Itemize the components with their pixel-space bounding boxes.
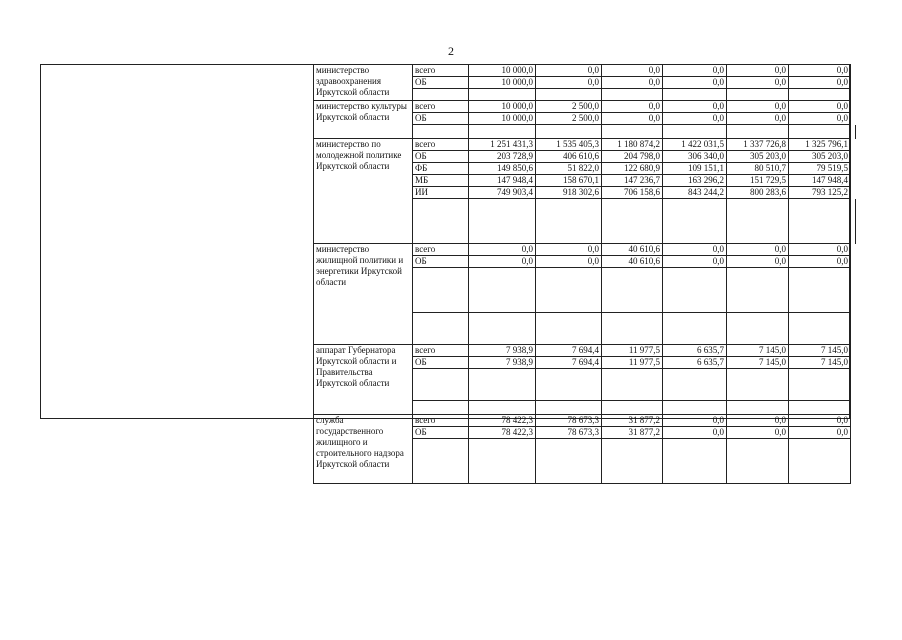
value-cell: 147 948,4 [789, 175, 851, 187]
value-cell: 203 728,9 [469, 151, 536, 163]
value-cell: 306 340,0 [663, 151, 727, 163]
value-cell: 0,0 [727, 101, 789, 113]
value-cell: 10 000,0 [469, 101, 536, 113]
spacer-row [314, 313, 856, 345]
value-cell: 80 510,7 [727, 163, 789, 175]
value-cell: 0,0 [789, 77, 851, 89]
table-row [314, 345, 856, 357]
funding-type: ОБ [413, 357, 469, 369]
org-name: министерство по молодежной политике Иркутской области [314, 139, 413, 244]
funding-type: всего [413, 244, 469, 256]
value-cell: 78 422,3 [469, 415, 536, 427]
value-cell: 1 251 431,3 [469, 139, 536, 151]
value-cell: 706 158,6 [602, 187, 663, 199]
value-cell: 7 145,0 [727, 357, 789, 369]
value-cell: 0,0 [602, 65, 663, 77]
value-cell: 0,0 [536, 256, 602, 268]
value-cell: 7 145,0 [727, 345, 789, 357]
value-cell: 0,0 [727, 415, 789, 427]
value-cell: 0,0 [789, 427, 851, 439]
value-cell: 0,0 [536, 77, 602, 89]
value-cell: 51 822,0 [536, 163, 602, 175]
value-cell: 0,0 [536, 244, 602, 256]
value-cell: 0,0 [663, 415, 727, 427]
value-cell: 158 670,1 [536, 175, 602, 187]
org-name: министерство здравоохранения Иркутской области [314, 65, 413, 101]
value-cell: 0,0 [663, 256, 727, 268]
org-name: аппарат Губернатора Иркутской области и Правительства Иркутской области [314, 345, 413, 401]
value-cell: 406 610,6 [536, 151, 602, 163]
value-cell: 0,0 [789, 244, 851, 256]
value-cell: 78 673,3 [536, 415, 602, 427]
value-cell: 0,0 [602, 77, 663, 89]
value-cell: 0,0 [789, 256, 851, 268]
value-cell: 0,0 [663, 427, 727, 439]
value-cell: 7 694,4 [536, 345, 602, 357]
value-cell: 0,0 [536, 65, 602, 77]
org-name: министерство культуры Иркутской области [314, 101, 413, 139]
value-cell: 204 798,0 [602, 151, 663, 163]
value-cell: 918 302,6 [536, 187, 602, 199]
value-cell: 10 000,0 [469, 113, 536, 125]
value-cell: 1 337 726,8 [727, 139, 789, 151]
funding-type: МБ [413, 175, 469, 187]
value-cell: 0,0 [727, 256, 789, 268]
value-cell: 6 635,7 [663, 357, 727, 369]
value-cell: 0,0 [789, 101, 851, 113]
funding-type: ОБ [413, 256, 469, 268]
value-cell: 0,0 [789, 65, 851, 77]
value-cell: 2 500,0 [536, 101, 602, 113]
value-cell: 0,0 [602, 101, 663, 113]
value-cell: 0,0 [789, 415, 851, 427]
value-cell: 0,0 [663, 101, 727, 113]
org-name: министерство жилищной политики и энергетики Иркутской области [314, 244, 413, 313]
value-cell: 11 977,5 [602, 345, 663, 357]
value-cell: 0,0 [789, 113, 851, 125]
value-cell: 78 673,3 [536, 427, 602, 439]
value-cell: 305 203,0 [789, 151, 851, 163]
value-cell: 122 680,9 [602, 163, 663, 175]
funding-type: всего [413, 415, 469, 427]
funding-type: всего [413, 101, 469, 113]
funding-type: ИИ [413, 187, 469, 199]
org-name: служба государственного жилищного и строительного надзора Иркутской области [314, 415, 413, 484]
value-cell: 0,0 [469, 256, 536, 268]
value-cell: 149 850,6 [469, 163, 536, 175]
value-cell: 7 938,9 [469, 345, 536, 357]
value-cell: 7 694,4 [536, 357, 602, 369]
value-cell: 0,0 [469, 244, 536, 256]
funding-type: ФБ [413, 163, 469, 175]
value-cell: 109 151,1 [663, 163, 727, 175]
value-cell: 10 000,0 [469, 77, 536, 89]
value-cell: 0,0 [663, 77, 727, 89]
value-cell: 1 180 874,2 [602, 139, 663, 151]
value-cell: 147 948,4 [469, 175, 536, 187]
value-cell: 0,0 [663, 244, 727, 256]
value-cell: 0,0 [602, 113, 663, 125]
value-cell: 0,0 [663, 65, 727, 77]
value-cell: 305 203,0 [727, 151, 789, 163]
value-cell: 6 635,7 [663, 345, 727, 357]
value-cell: 2 500,0 [536, 113, 602, 125]
spacer-row [314, 401, 856, 415]
funding-type: ОБ [413, 113, 469, 125]
value-cell: 11 977,5 [602, 357, 663, 369]
value-cell: 147 236,7 [602, 175, 663, 187]
value-cell: 843 244,2 [663, 187, 727, 199]
value-cell: 0,0 [663, 113, 727, 125]
value-cell: 1 422 031,5 [663, 139, 727, 151]
funding-type: ОБ [413, 77, 469, 89]
funding-type: ОБ [413, 427, 469, 439]
page-number: 2 [448, 44, 454, 58]
value-cell: 800 283,6 [727, 187, 789, 199]
value-cell: 163 296,2 [663, 175, 727, 187]
funding-type: всего [413, 345, 469, 357]
table-row [314, 101, 856, 113]
table-row [314, 244, 856, 256]
value-cell: 0,0 [727, 65, 789, 77]
funding-type: всего [413, 139, 469, 151]
budget-table [313, 64, 856, 484]
value-cell: 0,0 [727, 77, 789, 89]
value-cell: 7 938,9 [469, 357, 536, 369]
value-cell: 10 000,0 [469, 65, 536, 77]
funding-type: ОБ [413, 151, 469, 163]
value-cell: 1 535 405,3 [536, 139, 602, 151]
value-cell: 151 729,5 [727, 175, 789, 187]
table-row [314, 65, 856, 77]
value-cell: 793 125,2 [789, 187, 851, 199]
value-cell: 0,0 [727, 113, 789, 125]
value-cell: 79 519,5 [789, 163, 851, 175]
value-cell: 40 610,6 [602, 256, 663, 268]
value-cell: 31 877,2 [602, 427, 663, 439]
value-cell: 31 877,2 [602, 415, 663, 427]
value-cell: 749 903,4 [469, 187, 536, 199]
funding-type: всего [413, 65, 469, 77]
value-cell: 7 145,0 [789, 345, 851, 357]
table-row [314, 415, 856, 427]
value-cell: 7 145,0 [789, 357, 851, 369]
value-cell: 40 610,6 [602, 244, 663, 256]
value-cell: 0,0 [727, 427, 789, 439]
value-cell: 0,0 [727, 244, 789, 256]
value-cell: 1 325 796,1 [789, 139, 851, 151]
table-row [314, 139, 856, 151]
value-cell: 78 422,3 [469, 427, 536, 439]
